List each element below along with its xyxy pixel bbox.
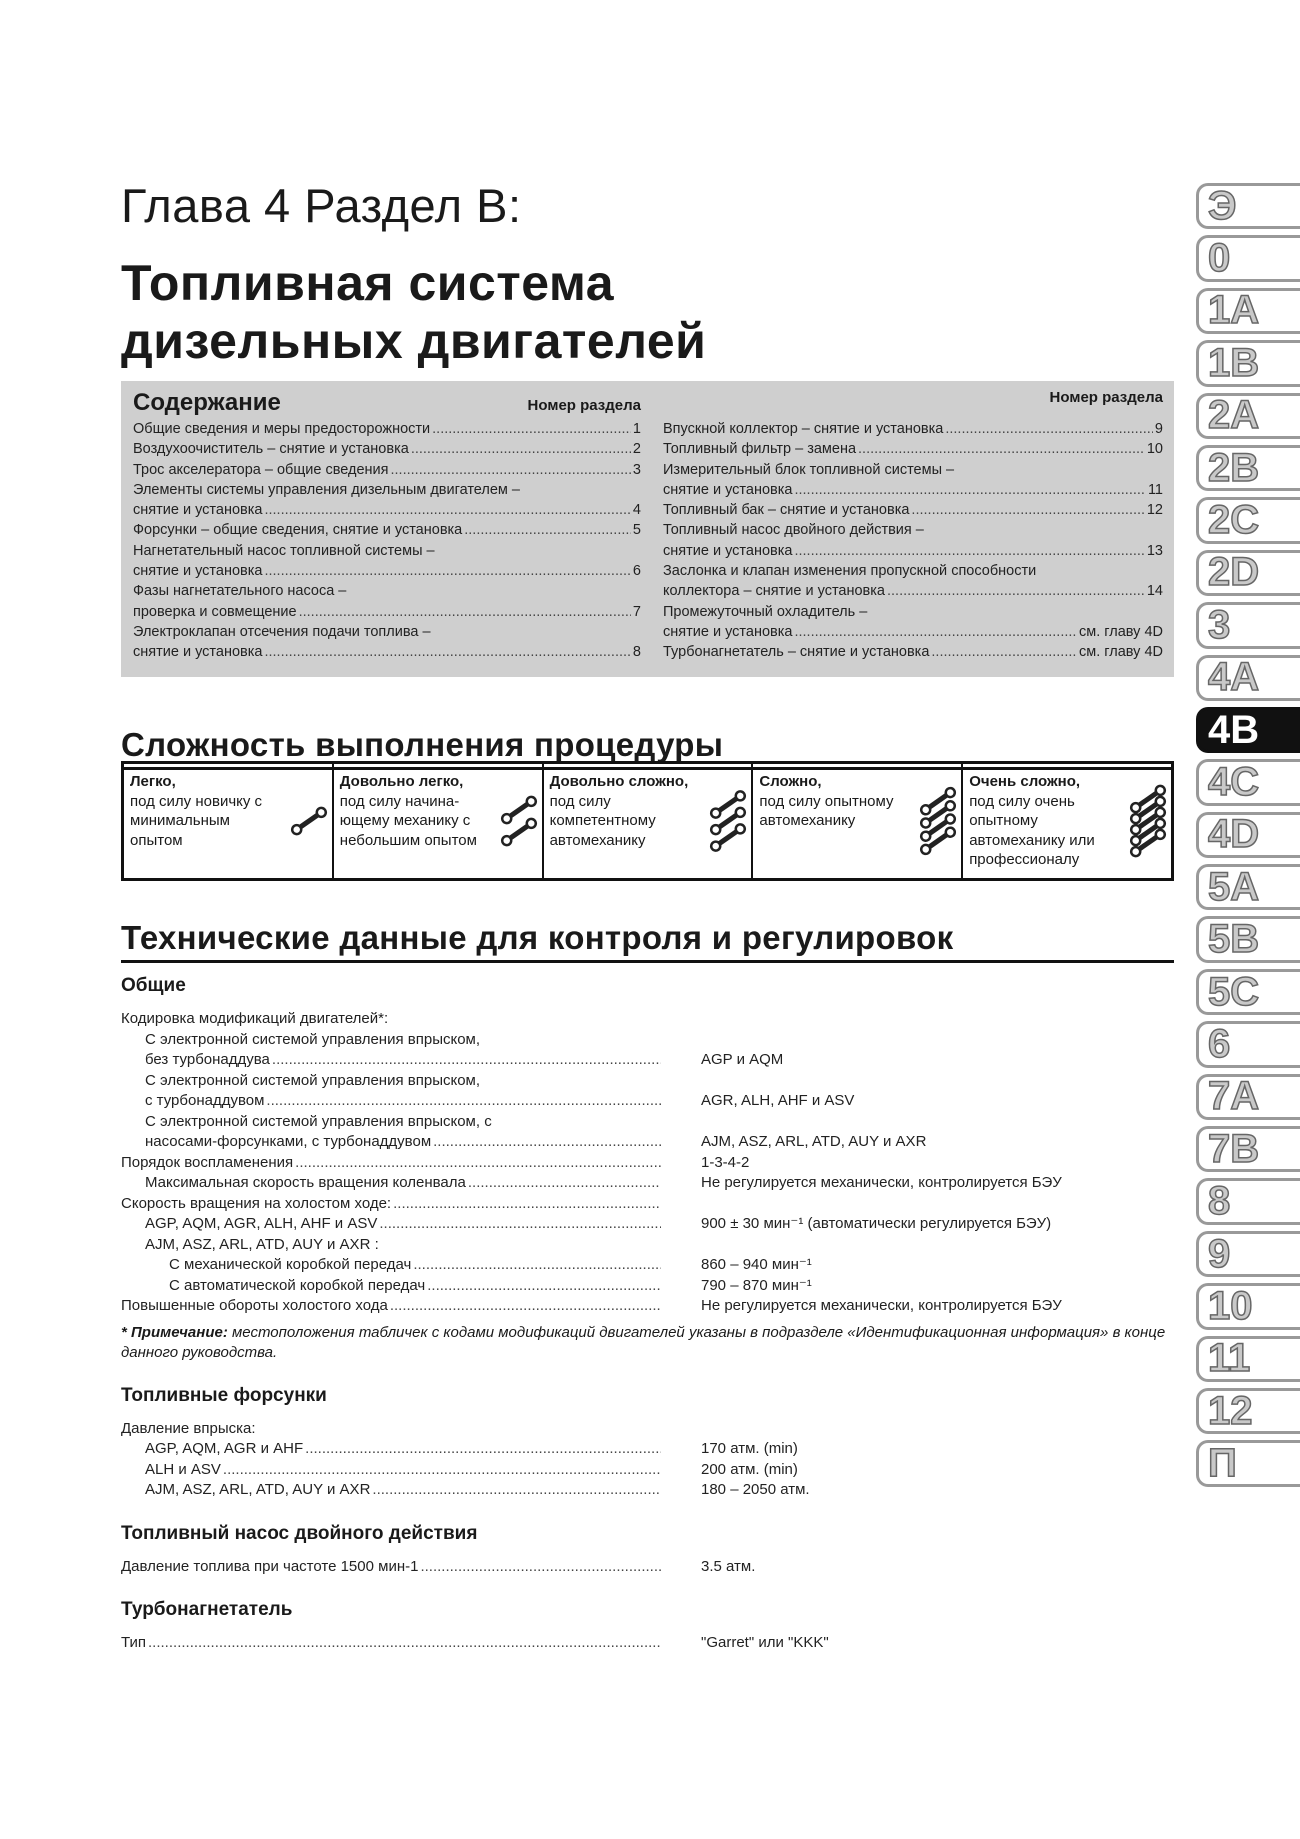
chapter-tab-2B[interactable] — [1196, 442, 1300, 494]
footnote — [121, 1323, 1174, 1363]
difficulty-description: под силу начина-ющему механику с небольшим опытом — [339, 792, 477, 849]
spec-value: Не регулируется механически, контролируется БЭУ — [701, 1174, 1062, 1191]
spec-value: 170 атм. (min) — [701, 1440, 798, 1457]
title-line-2: дизельных двигателей — [121, 313, 707, 369]
spec-label: AJM, ASZ, ARL, ATD, AUY и AXR : — [145, 1235, 379, 1253]
spec-label: ALH и ASV — [145, 1460, 221, 1478]
toc-entry[interactable] — [663, 419, 1163, 439]
spec-value: 1-3-4-2 — [701, 1153, 750, 1171]
chapter-tab-label: 4D — [1208, 812, 1260, 857]
chapter-tab-5C[interactable] — [1196, 966, 1300, 1018]
toc-entry[interactable] — [663, 520, 1163, 561]
chapter-tab-label: 12 — [1208, 1388, 1253, 1433]
spec-label: Повышенные обороты холостого хода — [121, 1297, 388, 1314]
chapter-tab-label: 5C — [1208, 969, 1260, 1014]
chapter-tab-11[interactable] — [1196, 1333, 1300, 1385]
chapter-tab-5A[interactable] — [1196, 861, 1300, 913]
chapter-tab-4D[interactable] — [1196, 809, 1300, 861]
toc-entry[interactable] — [133, 581, 641, 622]
spanner-rating-icon — [290, 780, 328, 858]
chapter-tab-label: 4C — [1208, 759, 1260, 804]
spec-value: 900 ± 30 мин⁻¹ (автоматически регулируется БЭУ) — [701, 1215, 1052, 1232]
spec-value: AGP и AQM — [701, 1051, 784, 1068]
toc-entry-text: Топливный бак – снятие и установка — [663, 502, 910, 519]
difficulty-label: Сложно, — [759, 773, 822, 790]
toc-entry-text: Измерительный блок топливной системы – — [663, 461, 955, 478]
chapter-tab-label: 7B — [1208, 1126, 1260, 1171]
chapter-tab-6[interactable] — [1196, 1018, 1300, 1070]
chapter-tab-label: 5A — [1208, 864, 1260, 909]
difficulty-rating — [1129, 780, 1167, 864]
chapter-tab-4A[interactable] — [1196, 652, 1300, 704]
toc-entry[interactable] — [663, 460, 1163, 501]
toc-entry-text: Электроклапан отсечения подачи топлива – — [133, 623, 431, 640]
toc-entry-text: Впускной коллектор – снятие и установка — [663, 421, 944, 437]
chapter-tab-label: Э — [1208, 183, 1237, 228]
spec-label: С электронной системой управления впрыском, с — [145, 1112, 492, 1130]
toc-section-number: 4 — [632, 502, 641, 519]
chapter-tab-label: 10 — [1208, 1283, 1253, 1328]
difficulty-rating — [919, 780, 957, 864]
toc-entry-text: Трос акселератора – общие сведения — [133, 461, 389, 478]
spec-value: 200 атм. (min) — [701, 1460, 798, 1478]
spec-label: С электронной системой управления впрыском, — [145, 1071, 481, 1089]
toc-entry[interactable] — [133, 520, 641, 540]
chapter-tab-8[interactable] — [1196, 1175, 1300, 1227]
toc-entry-text: Форсунки – общие сведения, снятие и установка — [133, 522, 463, 539]
difficulty-level — [753, 764, 963, 878]
chapter-tab-label: 3 — [1208, 602, 1231, 647]
toc-entry-text: снятие и установка — [133, 563, 263, 580]
spec-label: AGP, AQM, AGR и AHF — [145, 1440, 304, 1457]
difficulty-description: под силу очень опытному автомеханику или профессионалу — [969, 792, 1095, 868]
chapter-tab-П[interactable] — [1196, 1437, 1300, 1489]
contents-column-header: Номер раздела — [1049, 389, 1163, 406]
contents-right-column — [663, 389, 1163, 663]
spanner-rating-icon — [1129, 780, 1167, 858]
footnote-text: местоположения табличек с кодами модификаций двигателей указаны в подразделе «Идентификационная информация» в конце данного руководства. — [121, 1323, 1166, 1361]
difficulty-description: под силу опытному автомеханику — [759, 792, 894, 829]
spec-label: С механической коробкой передач — [169, 1256, 412, 1273]
title-line-1: Топливная система — [121, 255, 615, 311]
chapter-tab-label: П — [1208, 1441, 1237, 1486]
specs-heading: Технические данные для контроля и регулировок — [121, 918, 1174, 963]
footnote-label: * Примечание: — [121, 1323, 228, 1341]
spec-label: AGP, AQM, AGR, ALH, AHF и ASV — [145, 1215, 378, 1232]
toc-section-number: 10 — [1146, 441, 1163, 458]
toc-entry-text: Топливный насос двойного действия – — [663, 522, 924, 539]
chapter-tab-label: 4A — [1208, 655, 1260, 700]
difficulty-level — [124, 764, 334, 878]
toc-section-number: 3 — [632, 461, 641, 478]
chapter-tab-label: 5B — [1208, 917, 1260, 962]
chapter-tab-label: 2A — [1208, 393, 1260, 438]
toc-entry-text: Заслонка и клапан изменения пропускной способности — [663, 563, 1037, 580]
toc-entry-text: Топливный фильтр – замена — [663, 441, 857, 458]
toc-entry[interactable] — [663, 500, 1163, 520]
chapter-tab-1A[interactable] — [1196, 285, 1300, 337]
chapter-tab-label: 2D — [1208, 550, 1260, 595]
spec-label: Порядок воспламенения — [121, 1153, 294, 1171]
toc-entry[interactable] — [133, 622, 641, 663]
difficulty-level — [963, 764, 1171, 878]
toc-entry-text: снятие и установка — [663, 481, 793, 498]
difficulty-label: Очень сложно, — [969, 773, 1081, 790]
difficulty-level — [544, 764, 754, 878]
toc-entry[interactable] — [133, 541, 641, 582]
toc-section-number: 12 — [1146, 502, 1163, 519]
chapter-tab-Э[interactable] — [1196, 180, 1300, 232]
specs-section — [121, 975, 1174, 1654]
toc-entry-text: Фазы нагнетательного насоса – — [133, 583, 347, 600]
toc-entry-text: Общие сведения и меры предосторожности — [133, 421, 431, 437]
toc-entry[interactable] — [133, 460, 641, 480]
chapter-tab-label: 2C — [1208, 498, 1260, 543]
spanner-rating-icon — [919, 780, 957, 858]
chapter-tab-10[interactable] — [1196, 1280, 1300, 1332]
toc-section-number: 6 — [632, 563, 641, 580]
chapter-tab-2A[interactable] — [1196, 390, 1300, 442]
chapter-tab-label: 1A — [1208, 288, 1260, 333]
difficulty-rating — [500, 780, 538, 864]
toc-entry[interactable] — [663, 602, 1163, 643]
toc-section-number: 13 — [1146, 542, 1163, 559]
toc-entry-text: коллектора – снятие и установка — [663, 583, 885, 600]
spec-label: С автоматической коробкой передач — [169, 1276, 426, 1294]
toc-entry-text: Промежуточный охладитель – — [663, 603, 868, 620]
chapter-heading: Глава 4 Раздел В: — [121, 179, 522, 232]
toc-entry[interactable] — [663, 561, 1163, 602]
chapter-tab-12[interactable] — [1196, 1385, 1300, 1437]
spec-value: 790 – 870 мин⁻¹ — [701, 1276, 812, 1294]
difficulty-label: Легко, — [130, 773, 176, 790]
toc-section-number: 8 — [632, 644, 641, 661]
toc-entry-text: Турбонагнетатель – снятие и установка — [663, 644, 930, 661]
chapter-tab-7B[interactable] — [1196, 1123, 1300, 1175]
toc-entry[interactable] — [133, 439, 641, 459]
chapter-tab-4B[interactable] — [1196, 704, 1300, 756]
chapter-tab-label: 7A — [1208, 1074, 1260, 1119]
spec-label: насосами-форсунками, с турбонаддувом — [145, 1133, 432, 1150]
toc-entry-text: проверка и совмещение — [133, 603, 297, 620]
difficulty-label: Довольно легко, — [339, 773, 464, 790]
chapter-tab-7A[interactable] — [1196, 1071, 1300, 1123]
chapter-tab-4C[interactable] — [1196, 756, 1300, 808]
chapter-tabs — [1196, 180, 1300, 1490]
difficulty-description: под силу компетентному автомеханику — [549, 792, 656, 849]
spec-value: 180 – 2050 атм. — [701, 1481, 810, 1498]
toc-section-number: см. главу 4D — [1079, 644, 1163, 661]
spanner-rating-icon — [709, 780, 747, 858]
difficulty-description: под силу новичку с минимальным опытом — [130, 792, 263, 849]
toc-entry-text: снятие и установка — [133, 502, 263, 519]
toc-entry-text: Элементы системы управления дизельным двигателем – — [133, 481, 520, 498]
toc-section-number: 9 — [1154, 421, 1163, 437]
chapter-tab-3[interactable] — [1196, 599, 1300, 651]
toc-entry-text: Нагнетательный насос топливной системы – — [133, 542, 435, 559]
spec-value: AJM, ASZ, ARL, ATD, AUY и AXR — [701, 1133, 927, 1150]
chapter-tab-label: 11 — [1208, 1336, 1251, 1381]
toc-entry[interactable] — [663, 642, 1163, 662]
difficulty-rating — [709, 780, 747, 864]
spec-label: AJM, ASZ, ARL, ATD, AUY и AXR — [145, 1481, 371, 1498]
toc-section-number: 11 — [1147, 481, 1163, 498]
chapter-tab-label: 1B — [1208, 340, 1260, 385]
toc-entry-text: Воздухоочиститель – снятие и установка — [133, 441, 409, 458]
chapter-tab-label: 6 — [1208, 1021, 1231, 1066]
chapter-tab-9[interactable] — [1196, 1228, 1300, 1280]
toc-entry-text: снятие и установка — [663, 542, 793, 559]
spec-label: Скорость вращения на холостом ходе: — [121, 1194, 392, 1212]
toc-section-number: 1 — [632, 421, 641, 437]
toc-entry-text: снятие и установка — [663, 623, 793, 640]
spec-label: Кодировка модификаций двигателей*: — [121, 1010, 389, 1027]
toc-entry-text: снятие и установка — [133, 644, 263, 661]
spec-label: без турбонаддува — [145, 1051, 270, 1068]
contents-column-header: Номер раздела — [527, 397, 641, 414]
contents-left-column — [133, 389, 641, 663]
difficulty-rating — [290, 780, 328, 864]
spec-label: с турбонаддувом — [145, 1092, 265, 1109]
spec-label: Максимальная скорость вращения коленвала — [145, 1174, 466, 1191]
page-title — [121, 254, 1001, 370]
spec-subheading-injectors: Топливные форсунки — [121, 1384, 327, 1406]
difficulty-heading: Сложность выполнения процедуры — [121, 725, 1174, 770]
spec-value: 860 – 940 мин⁻¹ — [701, 1256, 812, 1273]
spec-value: 3.5 атм. — [701, 1557, 756, 1575]
spec-subheading-pump: Топливный насос двойного действия — [121, 1522, 478, 1544]
spec-value: AGR, ALH, AHF и ASV — [701, 1092, 855, 1109]
toc-section-number: см. главу 4D — [1079, 623, 1163, 640]
spec-subheading-general: Общие — [121, 975, 186, 996]
chapter-tab-label: 0 — [1208, 236, 1231, 281]
spec-label: С электронной системой управления впрыском, — [145, 1030, 481, 1048]
toc-section-number: 5 — [632, 522, 641, 539]
spec-label: Давление топлива при частоте 1500 мин-1 — [121, 1557, 419, 1575]
chapter-tab-label: 2B — [1208, 445, 1260, 490]
spec-value: "Garret" или "KKK" — [701, 1634, 829, 1651]
chapter-tab-5B[interactable] — [1196, 913, 1300, 965]
toc-section-number: 14 — [1146, 583, 1163, 600]
toc-entry[interactable] — [133, 419, 641, 439]
toc-entry[interactable] — [133, 480, 641, 521]
chapter-tab-0[interactable] — [1196, 232, 1300, 284]
spec-label: Давление впрыска: — [121, 1419, 256, 1437]
chapter-tab-2D[interactable] — [1196, 547, 1300, 599]
difficulty-label: Довольно сложно, — [549, 773, 689, 790]
chapter-tab-label: 9 — [1208, 1231, 1231, 1276]
toc-entry[interactable] — [663, 439, 1163, 459]
contents-title: Содержание — [133, 389, 281, 416]
difficulty-scale — [121, 761, 1174, 881]
toc-section-number: 7 — [632, 603, 641, 620]
chapter-tab-label: 4B — [1208, 707, 1260, 752]
spanner-rating-icon — [500, 780, 538, 858]
toc-section-number: 2 — [632, 441, 641, 458]
contents-box — [121, 381, 1174, 677]
chapter-tab-1B[interactable] — [1196, 337, 1300, 389]
spec-subheading-turbo: Турбонагнетатель — [121, 1599, 293, 1620]
spec-label: Тип — [121, 1634, 147, 1651]
spec-value: Не регулируется механически, контролируется БЭУ — [701, 1297, 1062, 1314]
chapter-tab-label: 8 — [1208, 1179, 1231, 1224]
difficulty-level — [334, 764, 544, 878]
chapter-tab-2C[interactable] — [1196, 494, 1300, 546]
